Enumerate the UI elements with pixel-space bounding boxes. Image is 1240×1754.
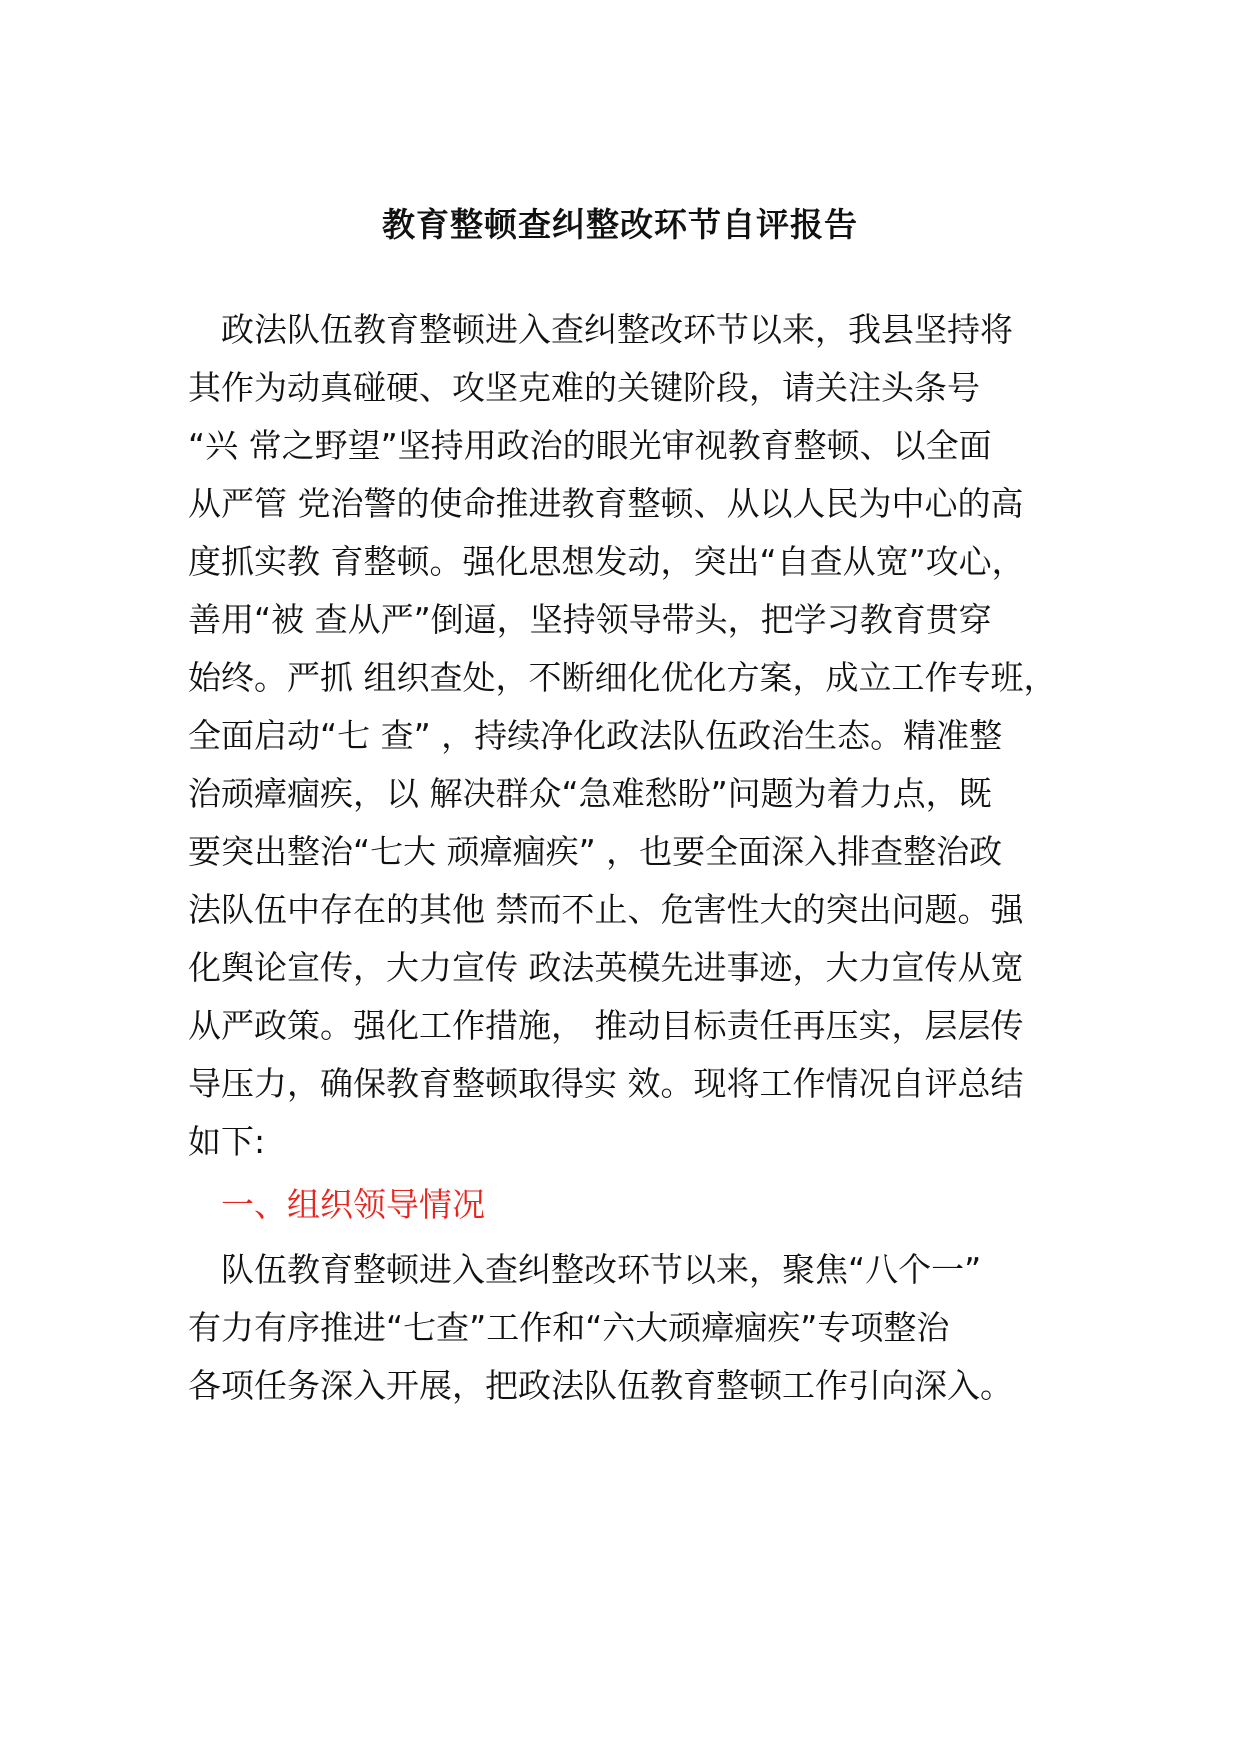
paragraph-2-line: 有力有序推进“七查”工作和“六大顽瘴痼疾”专项整治 [188,1308,950,1347]
section-heading: 一、组织领导情况 [188,1185,485,1224]
paragraph-1-line: 导压力，确保教育整顿取得实 效。现将工作情况自评总结 [188,1064,1024,1103]
paragraph-2-line: 队伍教育整顿进入查纠整改环节以来，聚焦“八个一” [188,1250,982,1289]
paragraph-1-line: 度抓实教 育整顿。强化思想发动，突出“自查从宽”攻心， [188,542,1025,581]
paragraph-1-line: 善用“被 查从严”倒逼，坚持领导带头，把学习教育贯穿 [188,600,992,639]
paragraph-1-line: 治顽瘴痼疾，以 解决群众“急难愁盼”问题为着力点，既 [188,774,992,813]
paragraph-1-line: 如下: [188,1122,266,1161]
paragraph-1-line: 化舆论宣传，大力宣传 政法英模先进事迹，大力宣传从宽 [188,948,1024,987]
paragraph-1-line: 其作为动真碰硬、攻坚克难的关键阶段，请关注头条号 [188,368,980,407]
paragraph-1-line: “兴 常之野望”坚持用政治的眼光审视教育整顿、以全面 [188,426,992,465]
paragraph-1-line: 要突出整治“七大 顽瘴痼疾” ，也要全面深入排查整治政 [188,832,1003,871]
paragraph-1-line: 从严管 党治警的使命推进教育整顿、从以人民为中心的高 [188,484,1024,523]
paragraph-2-line: 各项任务深入开展，把政法队伍教育整顿工作引向深入。 [188,1366,1013,1405]
paragraph-1-line: 始终。严抓 组织查处，不断细化优化方案，成立工作专班， [188,658,1057,697]
paragraph-1-line: 法队伍中存在的其他 禁而不止、危害性大的突出问题。强 [188,890,1024,929]
paragraph-1-line: 从严政策。强化工作措施， 推动目标责任再压实，层层传 [188,1006,1024,1045]
page-title: 教育整顿查纠整改环节自评报告 [382,205,858,244]
paragraph-1-line: 政法队伍教育整顿进入查纠整改环节以来，我县坚持将 [188,310,1013,349]
paragraph-1-line: 全面启动“七 查” ，持续净化政法队伍政治生态。精准整 [188,716,1003,755]
